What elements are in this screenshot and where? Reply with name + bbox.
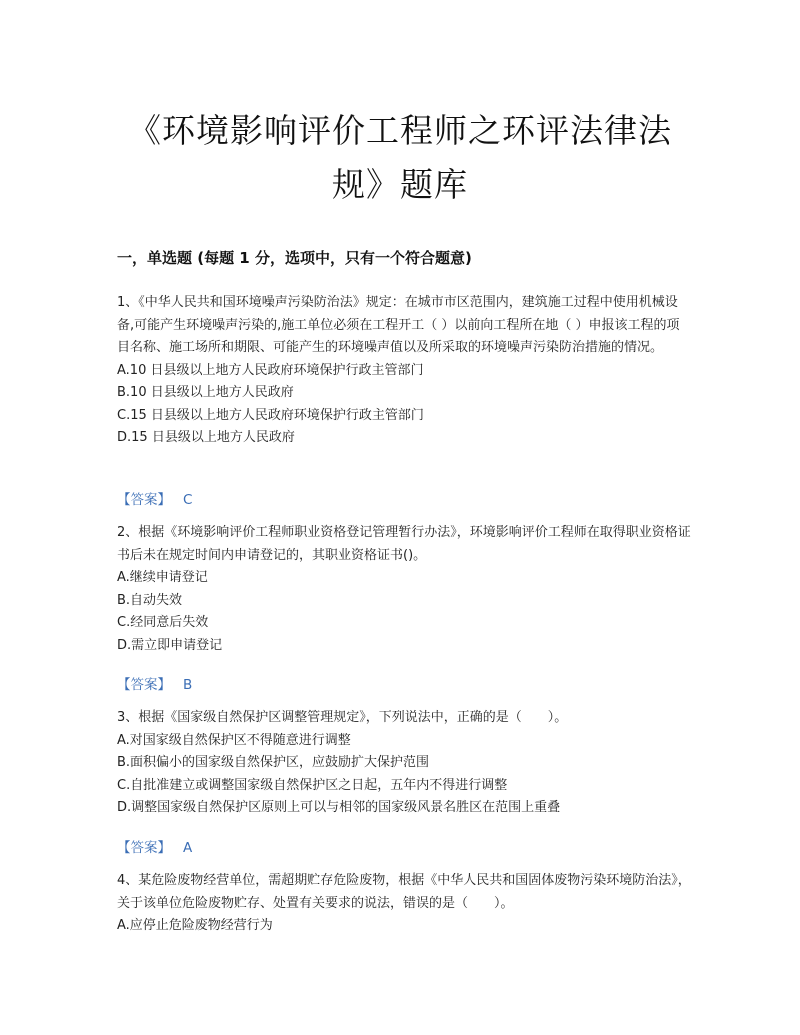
answer-label: 【答案】: [117, 840, 171, 856]
question-1: [117, 292, 692, 450]
question-stem: 1、《中华人民共和国环境噪声污染防治法》规定：在城市市区范围内，建筑施工过程中使用机械设备,可能产生环境噪声污染的,施工单位必须在工程开工（ ）以前向工程所在地（ ）申报该工程的项目名称、施工场所和期限、可能产生的环境噪声值以及所采取的环境噪声污染防治措施的情况。: [117, 295, 680, 355]
option-b: B.自动失效: [117, 592, 183, 608]
option-a: A.10 日县级以上地方人民政府环境保护行政主管部门: [117, 362, 424, 378]
option-a: A.应停止危险废物经营行为: [117, 918, 273, 933]
option-a: A.对国家级自然保护区不得随意进行调整: [117, 732, 351, 748]
option-c: C.15 日县级以上地方人民政府环境保护行政主管部门: [117, 407, 424, 423]
question-stem: 2、根据《环境影响评价工程师职业资格登记管理暂行办法》，环境影响评价工程师在取得职业资格证书后未在规定时间内申请登记的，其职业资格证书()。: [117, 525, 691, 563]
question-4: [117, 870, 692, 938]
option-d: D.15 日县级以上地方人民政府: [117, 430, 295, 445]
option-b: B.面积偏小的国家级自然保护区，应鼓励扩大保护范围: [117, 755, 430, 770]
answer-value: C: [183, 492, 193, 508]
question-stem: 3、根据《国家级自然保护区调整管理规定》，下列说法中，正确的是（ ）。: [117, 710, 568, 725]
answer-1: [117, 488, 192, 508]
option-b: B.10 日县级以上地方人民政府: [117, 385, 294, 400]
question-3: [117, 707, 692, 820]
document-title: [100, 104, 700, 212]
option-c: C.经同意后失效: [117, 615, 209, 630]
section-heading: 一，单选题 (每题 1 分，选项中，只有一个符合题意): [117, 249, 472, 267]
answer-3: [117, 836, 192, 856]
question-stem: 4、某危险废物经营单位，需超期贮存危险废物，根据《中华人民共和国固体废物污染环境防治法》，关于该单位危险废物贮存、处置有关要求的说法，错误的是（ ）。: [117, 873, 691, 911]
option-d: D.需立即申请登记: [117, 637, 223, 653]
title-line-1: 《环境影响评价工程师之环评法律法: [128, 111, 672, 150]
option-d: D.调整国家级自然保护区原则上可以与相邻的国家级风景名胜区在范围上重叠: [117, 800, 561, 815]
answer-label: 【答案】: [117, 492, 171, 508]
answer-2: [117, 673, 192, 693]
question-2: [117, 522, 692, 657]
answer-value: A: [183, 840, 193, 856]
title-line-2: 规》题库: [332, 165, 468, 204]
option-a: A.继续申请登记: [117, 570, 208, 585]
answer-value: B: [183, 677, 193, 693]
option-c: C.自批准建立或调整国家级自然保护区之日起，五年内不得进行调整: [117, 777, 508, 793]
answer-label: 【答案】: [117, 677, 171, 693]
